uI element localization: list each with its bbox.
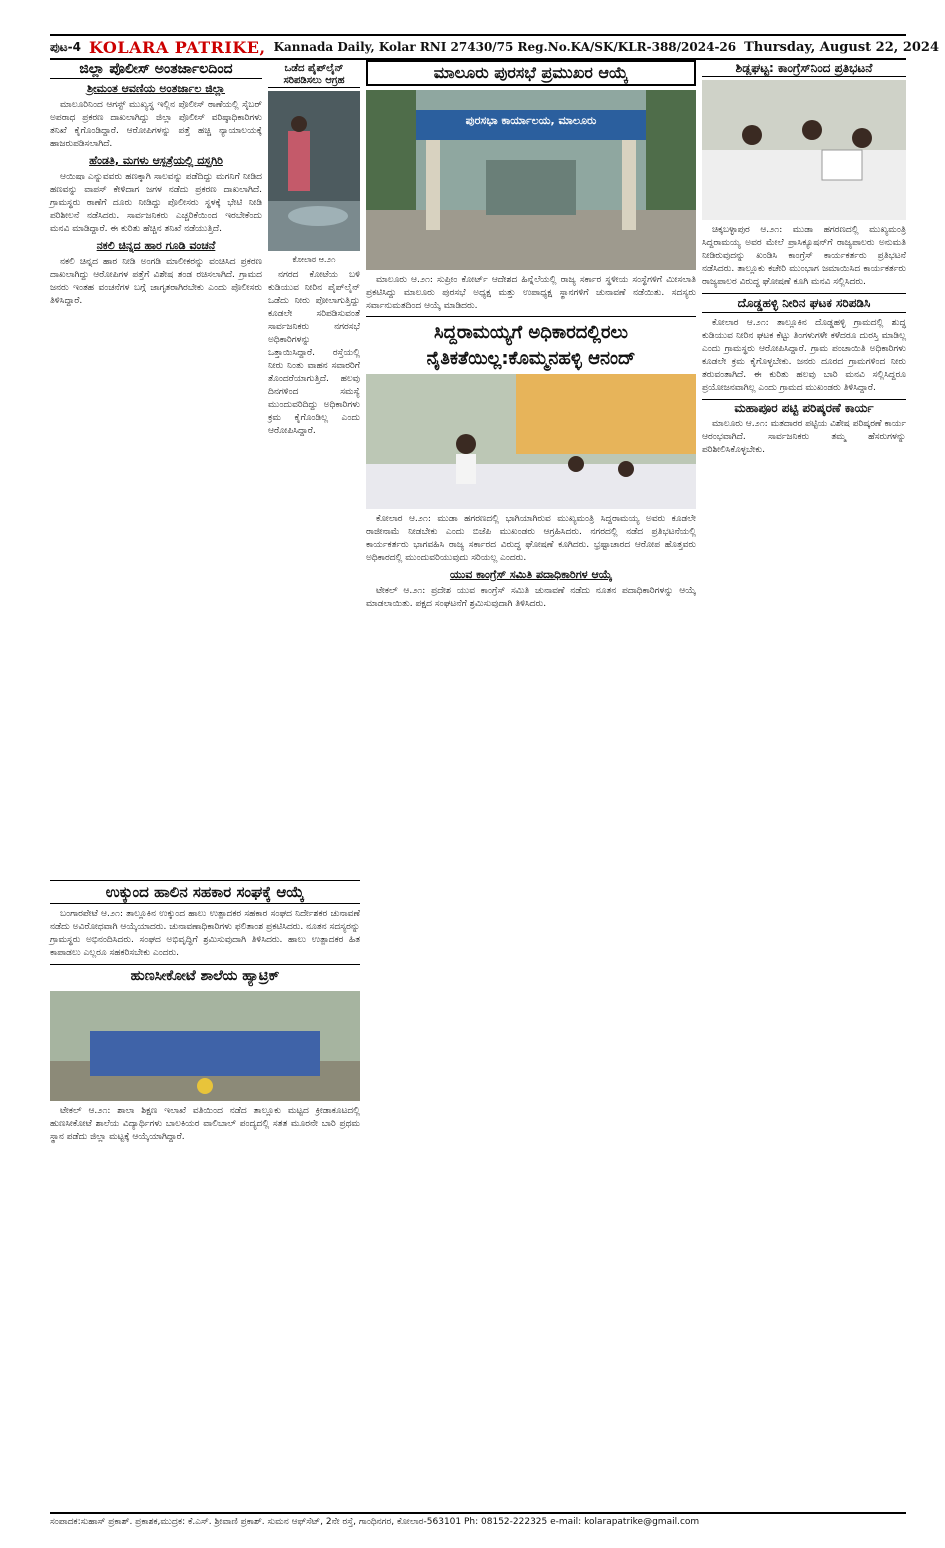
subhead-fraud: ನಕಲಿ ಚಿನ್ನದ ಹಾರ ಗೂಡಿ ವಂಚನೆ xyxy=(96,239,216,252)
headline-voter-list: ಮಹಾಪೂರ ಪಟ್ಟಿ ಪರಿಷ್ಕರಣೆ ಕಾರ್ಯ xyxy=(702,399,906,416)
pipeline-photo xyxy=(268,91,360,251)
headline-pipeline: ಒಡೆದ ಪೈಪ್‌ಲೈನ್ ಸರಿಪಡಿಸಲು ಆಗ್ರಹ xyxy=(268,63,360,88)
subhead-police: ಶ್ರೀಮಂತ ಆವಣಿಯ ಅಂತರ್ಜಾಲ ಜಿಲ್ಲಾ xyxy=(87,82,225,95)
footer: ಸಂಪಾದಕ:ಸುಹಾಸ್ ಪ್ರಕಾಶ್‌. ಪ್ರಕಾಶಕ,ಮುದ್ರಕ: ಕೆ.ಎಸ್. ಶ್ರೀವಾಣಿ ಪ್ರಕಾಶ್‌. ಸುಮನ ಆಫ್‌ಸೆಟ್, 2ನೇ ರಸ್ತೆ, ಗಾಂಧಿನಗರ, ಕೋಲಾರ-563101 Ph: 08152-222325 e-mail: kolarapatrike@gmail.com xyxy=(50,1512,906,1527)
pipeline-scene-image xyxy=(268,91,360,251)
divider xyxy=(366,316,696,317)
article-text: ನಕಲಿ ಚಿನ್ನದ ಹಾರ ನೀಡಿ ಅಂಗಡಿ ಮಾಲೀಕರನ್ನು ವಂಚಿಸಿದ ಪ್ರಕರಣ ದಾಖಲಾಗಿದ್ದು ಆರೋಪಿಗಳ ಪತ್ತೆಗೆ ವಿಶೇಷ ತಂಡ ರಚಿಸಲಾಗಿದೆ. ಗ್ರಾಮದ ಜನರು ಇಂತಹ ವಂಚನೆಗಳ ಬಗ್ಗೆ ಜಾಗೃತರಾಗಿರಬೇಕು ಎಂದು ಪೊಲೀಸರು ತಿಳಿಸಿದ್ದಾರೆ. xyxy=(50,257,262,306)
subhead-arrest: ಹೆಂಡತಿ, ಮಗಳು ಆಸ್ಪತ್ರೆಯಲ್ಲಿ ದಸ್ತಗಿರಿ xyxy=(89,154,223,167)
article-text: ಮಾಲೂರಿನಿಂದ ಆಗಸ್ಟ್ ಮುಖ್ಯಸ್ಥ ಇಲ್ಲಿನ ಪೊಲೀಸ್ ಠಾಣೆಯಲ್ಲಿ ಸೈಬರ್ ಅಪರಾಧ ಪ್ರಕರಣ ದಾಖಲಾಗಿದ್ದು ಜಿಲ್ಲಾ ಪೊಲೀಸ್ ವರಿಷ್ಠಾಧಿಕಾರಿಗಳು ತನಿಖೆ ಕೈಗೊಂಡಿದ್ದಾರೆ. ಆರೋಪಿಗಳನ್ನು ಪತ್ತೆ ಹಚ್ಚಿ ನ್ಯಾಯಾಲಯಕ್ಕೆ ಹಾಜರುಪಡಿಸಲಾಗಿದೆ. xyxy=(50,100,262,149)
volleyball-team-image xyxy=(50,991,360,1101)
headline-milk-society: ಉಕ್ಕುಂದ ಹಾಲಿನ ಸಹಕಾರ ಸಂಘಕ್ಕೆ ಆಯ್ಕೆ xyxy=(50,880,360,904)
issue-date: Thursday, August 22, 2024 xyxy=(744,39,939,55)
malur-office-photo xyxy=(366,90,696,270)
article-text: ಕೋಲಾರ ಆ.೨೧: ಮುಡಾ ಹಗರಣದಲ್ಲಿ ಭಾಗಿಯಾಗಿರುವ ಮುಖ್ಯಮಂತ್ರಿ ಸಿದ್ದರಾಮಯ್ಯ ಅವರು ಕೂಡಲೇ ರಾಜೀನಾಮೆ ನೀಡಬೇಕು ಎಂದು ಬಿಜೆಪಿ ಮುಖಂಡರು ಆಗ್ರಹಿಸಿದರು. ನಗರದಲ್ಲಿ ನಡೆದ ಪ್ರತಿಭಟನೆಯಲ್ಲಿ ಕಾರ್ಯಕರ್ತರು ಭಾಗವಹಿಸಿ ರಾಜ್ಯ ಸರ್ಕಾರದ ವಿರುದ್ಧ ಘೋಷಣೆ ಕೂಗಿದರು. ಭ್ರಷ್ಟಾಚಾರದ ಆರೋಪ ಹೊತ್ತವರು ಅಧಿಕಾರದಲ್ಲಿ ಮುಂದುವರಿಯುವುದು ಸರಿಯಲ್ಲ ಎಂದರು. xyxy=(366,514,696,563)
protest-stage-image xyxy=(366,374,696,509)
article-text: ಚಿಕ್ಕಬಳ್ಳಾಪುರ ಆ.೨೧: ಮುಡಾ ಹಗರಣದಲ್ಲಿ ಮುಖ್ಯಮಂತ್ರಿ ಸಿದ್ದರಾಮಯ್ಯ ಅವರ ಮೇಲೆ ಪ್ರಾಸಿಕ್ಯೂಷನ್‌ಗೆ ರಾಜ್ಯಪಾಲರು ಅನುಮತಿ ನೀಡಿರುವುದನ್ನು ಖಂಡಿಸಿ ಕಾಂಗ್ರೆಸ್ ಕಾರ್ಯಕರ್ತರು ಪ್ರತಿಭಟನೆ ನಡೆಸಿದರು. ತಾಲ್ಲೂಕು ಕಚೇರಿ ಮುಂಭಾಗ ಜಮಾಯಿಸಿದ ಕಾರ್ಯಕರ್ತರು ರಾಜ್ಯಪಾಲರ ವಿರುದ್ಧ ಘೋಷಣೆ ಕೂಗಿ ಮನವಿ ಸಲ್ಲಿಸಿದರು. xyxy=(702,225,906,287)
headline-water-unit: ದೊಡ್ಡಹಳ್ಳಿ ನೀರಿನ ಘಟಕ ಸರಿಪಡಿಸಿ xyxy=(702,293,906,313)
column-pipeline xyxy=(268,60,360,580)
headline-sidlaghatta: ಶಿಡ್ಲಘಟ್ಟ: ಕಾಂಗ್ರೆಸ್‌ನಿಂದ ಪ್ರತಿಭಟನೆ xyxy=(702,60,906,77)
headline-malur: ಮಾಲೂರು ಪುರಸಭೆ ಪ್ರಮುಖರ ಆಯ್ಕೆ xyxy=(366,60,696,86)
article-text: ಟೇಕಲ್ ಆ.೨೧: ಪ್ರದೇಶ ಯುವ ಕಾಂಗ್ರೆಸ್ ಸಮಿತಿ ಚುನಾವಣೆ ನಡೆದು ನೂತನ ಪದಾಧಿಕಾರಿಗಳನ್ನು ಆಯ್ಕೆ ಮಾಡಲಾಯಿತು. ಪಕ್ಷದ ಸಂಘಟನೆಗೆ ಶ್ರಮಿಸುವುದಾಗಿ ತಿಳಿಸಿದರು. xyxy=(366,586,696,609)
registration-info: Kannada Daily, Kolar RNI 27430/75 Reg.No.KA/SK/KLR-388/2024-26 xyxy=(273,40,737,54)
masthead xyxy=(50,34,939,60)
lower-left-section xyxy=(50,880,360,1500)
protest-photo xyxy=(366,374,696,509)
photo-caption: ಕೋಲಾರ ಆ.೨೧ xyxy=(292,255,336,264)
headline-school-hattrick: ಹುಣಸೀಕೋಟೆ ಶಾಲೆಯ ಹ್ಯಾಟ್ರಿಕ್ xyxy=(50,964,360,987)
article-text: ಬಂಗಾರಪೇಟೆ ಆ.೨೧: ತಾಲ್ಲೂಕಿನ ಉಕ್ಕುಂದ ಹಾಲು ಉತ್ಪಾದಕರ ಸಹಕಾರ ಸಂಘದ ನಿರ್ದೇಶಕರ ಚುನಾವಣೆ ನಡೆದು ಅವಿರೋಧವಾಗಿ ಆಯ್ಕೆಯಾದರು. ಚುನಾವಣಾಧಿಕಾರಿಗಳು ಫಲಿತಾಂಶ ಪ್ರಕಟಿಸಿದರು. ನೂತನ ಸದಸ್ಯರನ್ನು ಗ್ರಾಮಸ್ಥರು ಅಭಿನಂದಿಸಿದರು. ಸಂಘದ ಅಭಿವೃದ್ಧಿಗೆ ಶ್ರಮಿಸುವುದಾಗಿ ತಿಳಿಸಿದರು. ಹಾಲು ಉತ್ಪಾದಕರ ಹಿತ ಕಾಪಾಡಲು ಎಲ್ಲರೂ ಸಹಕರಿಸಬೇಕು ಎಂದರು. xyxy=(50,909,360,958)
headline-siddaramaiah: ಸಿದ್ದರಾಮಯ್ಯಗೆ ಅಧಿಕಾರದಲ್ಲಿರಲು ನೈತಿಕತೆಯಿಲ್ಲ:ಕೊಮ್ಮನಹಳ್ಳಿ ಆನಂದ್ xyxy=(426,322,636,369)
article-text: ಆಯಿಷಾ ಎನ್ನುವವರು ಹಣಕ್ಕಾಗಿ ಸಾಲವನ್ನು ಪಡೆದಿದ್ದು ಮಗನಿಗೆ ನೀಡಿದ ಹಣವನ್ನು ವಾಪಸ್ ಕೇಳಿದಾಗ ಜಗಳ ನಡೆದು ಪ್ರಕರಣ ದಾಖಲಾಗಿದೆ. ಗ್ರಾಮಸ್ಥರು ಠಾಣೆಗೆ ದೂರು ನೀಡಿದ್ದು ಪೊಲೀಸರು ಸ್ಥಳಕ್ಕೆ ಭೇಟಿ ನೀಡಿ ಪರಿಶೀಲನೆ ನಡೆಸಿದರು. ಸಾರ್ವಜನಿಕರು ಎಚ್ಚರಿಕೆಯಿಂದ ಇರಬೇಕೆಂದು ಮನವಿ ಮಾಡಿದ್ದಾರೆ. ಈ ಕುರಿತು ಹೆಚ್ಚಿನ ತನಿಖೆ ನಡೆಯುತ್ತಿದೆ. xyxy=(50,172,262,234)
article-text: ಕೋಲಾರ ಆ.೨೧: ತಾಲ್ಲೂಕಿನ ದೊಡ್ಡಹಳ್ಳಿ ಗ್ರಾಮದಲ್ಲಿ ಶುದ್ಧ ಕುಡಿಯುವ ನೀರಿನ ಘಟಕ ಕೆಟ್ಟು ತಿಂಗಳುಗಳೇ ಕಳೆದರೂ ದುರಸ್ತಿ ಮಾಡಿಲ್ಲ ಎಂದು ಗ್ರಾಮಸ್ಥರು ಆರೋಪಿಸಿದ್ದಾರೆ. ಗ್ರಾಮ ಪಂಚಾಯಿತಿ ಅಧಿಕಾರಿಗಳು ಕೂಡಲೇ ಕ್ರಮ ಕೈಗೊಳ್ಳಬೇಕು. ಜನರು ದೂರದ ಗ್ರಾಮಗಳಿಂದ ನೀರು ತರುವಂತಾಗಿದೆ. ಈ ಕುರಿತು ಹಲವು ಬಾರಿ ಮನವಿ ಸಲ್ಲಿಸಿದ್ದರೂ ಪ್ರಯೋಜನವಾಗಿಲ್ಲ ಎಂದು ಗ್ರಾಮದ ಮುಖಂಡರು ತಿಳಿಸಿದ್ದಾರೆ. xyxy=(702,318,906,393)
article-text: ಮಾಲೂರು ಆ.೨೧: ಮತದಾರರ ಪಟ್ಟಿಯ ವಿಶೇಷ ಪರಿಷ್ಕರಣೆ ಕಾರ್ಯ ಆರಂಭವಾಗಿದೆ. ಸಾರ್ವಜನಿಕರು ತಮ್ಮ ಹೆಸರುಗಳನ್ನು ಪರಿಶೀಲಿಸಿಕೊಳ್ಳಬೇಕು. xyxy=(702,419,906,455)
office-sign-text: ಪುರಸಭಾ ಕಾರ್ಯಾಲಯ, ಮಾಲೂರು xyxy=(465,114,597,127)
column-malur xyxy=(366,60,696,890)
column-protest xyxy=(702,60,906,1500)
article-text: ಟೇಕಲ್ ಆ.೨೧: ಶಾಲಾ ಶಿಕ್ಷಣ ಇಲಾಖೆ ವತಿಯಿಂದ ನಡೆದ ತಾಲ್ಲೂಕು ಮಟ್ಟದ ಕ್ರೀಡಾಕೂಟದಲ್ಲಿ ಹುಣಸೀಕೋಟೆ ಶಾಲೆಯ ವಿದ್ಯಾರ್ಥಿಗಳು ಬಾಲಕಿಯರ ವಾಲಿಬಾಲ್ ಪಂದ್ಯದಲ್ಲಿ ಸತತ ಮೂರನೇ ಬಾರಿ ಪ್ರಥಮ ಸ್ಥಾನ ಪಡೆದು ಜಿಲ್ಲಾ ಮಟ್ಟಕ್ಕೆ ಆಯ್ಕೆಯಾಗಿದ್ದಾರೆ. xyxy=(50,1106,360,1142)
school-team-photo xyxy=(50,991,360,1101)
page-number: ಪುಟ-4 xyxy=(50,39,81,54)
subhead-youth-congress: ಯುವ ಕಾಂಗ್ರೆಸ್ ಸಮಿತಿ ಪದಾಧಿಕಾರಿಗಳ ಆಯ್ಕೆ xyxy=(449,568,613,581)
sidlaghatta-photo xyxy=(702,80,906,220)
article-text: ನಗರದ ಕೋಟೆಯ ಬಳಿ ಕುಡಿಯುವ ನೀರಿನ ಪೈಪ್‌ಲೈನ್ ಒಡೆದು ನೀರು ಪೋಲಾಗುತ್ತಿದ್ದು ಕೂಡಲೇ ಸರಿಪಡಿಸುವಂತೆ ಸಾರ್ವಜನಿಕರು ನಗರಸಭೆ ಅಧಿಕಾರಿಗಳನ್ನು ಒತ್ತಾಯಿಸಿದ್ದಾರೆ. ರಸ್ತೆಯಲ್ಲಿ ನೀರು ನಿಂತು ವಾಹನ ಸವಾರರಿಗೆ ತೊಂದರೆಯಾಗುತ್ತಿದೆ. ಹಲವು ದಿನಗಳಿಂದ ಸಮಸ್ಯೆ ಮುಂದುವರಿದಿದ್ದು ಅಧಿಕಾರಿಗಳು ಕ್ರಮ ಕೈಗೊಂಡಿಲ್ಲ ಎಂದು ಆರೋಪಿಸಿದ್ದಾರೆ. xyxy=(268,270,360,436)
headline-police: ಜಿಲ್ಲಾ ಪೊಲೀಸ್ ಅಂತರ್ಜಾಲದಿಂದ xyxy=(50,60,262,79)
article-text: ಮಾಲೂರು ಆ.೨೧: ಸುಪ್ರೀಂ ಕೋರ್ಟ್ ಆದೇಶದ ಹಿನ್ನೆಲೆಯಲ್ಲಿ ರಾಜ್ಯ ಸರ್ಕಾರ ಸ್ಥಳೀಯ ಸಂಸ್ಥೆಗಳಿಗೆ ಮೀಸಲಾತಿ ಪ್ರಕಟಿಸಿದ್ದು ಮಾಲೂರು ಪುರಸಭೆ ಅಧ್ಯಕ್ಷ ಮತ್ತು ಉಪಾಧ್ಯಕ್ಷ ಸ್ಥಾನಗಳಿಗೆ ಚುನಾವಣೆ ನಡೆಯಿತು. ಸದಸ್ಯರು ಸರ್ವಾನುಮತದಿಂದ ಆಯ್ಕೆ ಮಾಡಿದರು. xyxy=(366,275,696,311)
column-police-news xyxy=(50,60,262,875)
newspaper-brand: KOLARA PATRIKE, xyxy=(88,37,266,57)
congress-protest-image xyxy=(702,80,906,220)
